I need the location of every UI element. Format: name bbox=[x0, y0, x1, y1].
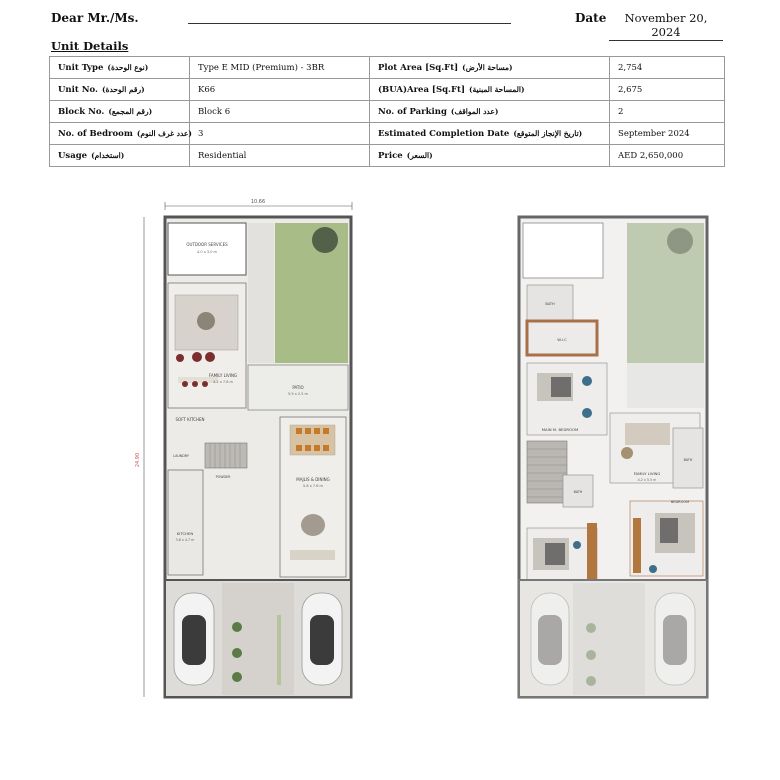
field-label: Estimated Completion Date bbox=[378, 128, 510, 139]
field-value: September 2024 bbox=[618, 128, 690, 139]
value-cell bbox=[610, 57, 725, 79]
soft-kitchen-label: SOFT KITCHEN bbox=[175, 417, 205, 422]
label-cell bbox=[370, 145, 610, 167]
label-cell bbox=[50, 57, 190, 79]
label-cell bbox=[50, 145, 190, 167]
powder-label: POWDER bbox=[215, 475, 231, 479]
ground-floor-plan bbox=[130, 195, 370, 705]
palm-tree-icon bbox=[667, 228, 693, 254]
field-value: K66 bbox=[198, 84, 216, 95]
laundry-label: LAUNDRY bbox=[173, 454, 189, 458]
height-dimension: 24.90 bbox=[135, 452, 141, 468]
field-label-ar: (رقم الوحدة) bbox=[101, 84, 145, 94]
section-title: Unit Details bbox=[51, 39, 129, 53]
car-icon bbox=[174, 593, 214, 685]
value-cell bbox=[190, 101, 370, 123]
value-cell bbox=[190, 57, 370, 79]
field-label-ar: (السعر) bbox=[406, 150, 433, 160]
label-cell bbox=[50, 123, 190, 145]
svg-text:5.9 x 2.5 m: 5.9 x 2.5 m bbox=[288, 392, 308, 396]
value-cell bbox=[610, 79, 725, 101]
svg-text:4.2 x 7.8 m: 4.2 x 7.8 m bbox=[213, 380, 233, 384]
value-cell bbox=[610, 123, 725, 145]
label-cell bbox=[370, 57, 610, 79]
value-cell bbox=[190, 79, 370, 101]
field-label-ar: (المساحة المبنية) bbox=[468, 84, 525, 94]
svg-text:BATH: BATH bbox=[573, 490, 583, 494]
field-label: Unit Type bbox=[58, 62, 104, 73]
svg-text:3.6 x 4.7 m: 3.6 x 4.7 m bbox=[175, 538, 195, 542]
label-cell bbox=[50, 101, 190, 123]
value-cell bbox=[610, 101, 725, 123]
date-value: November 20, 2024 bbox=[609, 11, 723, 41]
field-label-ar: (رقم المجمع) bbox=[108, 106, 153, 116]
label-cell bbox=[370, 123, 610, 145]
field-label: Price bbox=[378, 150, 403, 161]
patio-label: PATIO bbox=[292, 385, 304, 390]
field-value: 3 bbox=[198, 128, 204, 139]
field-value: 2,675 bbox=[618, 84, 643, 95]
wic-label: W.I.C bbox=[557, 337, 567, 342]
field-label: No. of Parking bbox=[378, 106, 447, 117]
details-row bbox=[50, 101, 725, 123]
field-label: No. of Bedroom bbox=[58, 128, 133, 139]
field-value: Block 6 bbox=[198, 106, 231, 117]
label-cell bbox=[370, 101, 610, 123]
field-label-ar: (استخدام) bbox=[91, 150, 125, 160]
svg-text:BATH: BATH bbox=[683, 458, 693, 462]
field-label-ar: (تاريخ الإنجاز المتوقع) bbox=[513, 128, 583, 138]
details-row bbox=[50, 79, 725, 101]
salutation: Dear Mr./Ms. bbox=[51, 11, 139, 25]
car-icon bbox=[531, 593, 569, 685]
family-living-label: FAMILY LIVING bbox=[208, 373, 238, 378]
field-value: 2,754 bbox=[618, 62, 643, 73]
svg-text:4.2 x 5.5 m: 4.2 x 5.5 m bbox=[637, 478, 657, 482]
field-label: Unit No. bbox=[58, 84, 98, 95]
field-value: Type E MID (Premium) - 3BR bbox=[198, 62, 325, 73]
date-label: Date bbox=[575, 11, 607, 25]
label-cell bbox=[50, 79, 190, 101]
details-row bbox=[50, 123, 725, 145]
field-label: Usage bbox=[58, 150, 88, 161]
svg-text:5.8 x 7.6 m: 5.8 x 7.6 m bbox=[303, 484, 323, 488]
details-row bbox=[50, 57, 725, 79]
outdoor-label: OUTDOOR SERVICES bbox=[186, 242, 228, 247]
family-living-label-ff: FAMILY LIVING bbox=[633, 471, 661, 476]
value-cell bbox=[190, 145, 370, 167]
palm-tree-icon bbox=[312, 227, 338, 253]
majlis-dining-label: MAJLIS & DINING bbox=[296, 477, 330, 482]
field-label: Plot Area [Sq.Ft] bbox=[378, 62, 459, 73]
bath-label: BATH bbox=[545, 302, 555, 306]
field-value: 2 bbox=[618, 106, 624, 117]
value-cell bbox=[610, 145, 725, 167]
bedroom-right-label: BEDROOM bbox=[670, 500, 690, 504]
field-label-ar: (نوع الوحدة) bbox=[107, 62, 149, 72]
field-label-ar: (مساحة الأرض) bbox=[462, 62, 513, 72]
svg-text:4.0 x 3.0 m: 4.0 x 3.0 m bbox=[197, 250, 217, 254]
car-icon bbox=[655, 593, 695, 685]
field-value: Residential bbox=[198, 150, 247, 161]
first-floor-plan bbox=[515, 213, 715, 705]
label-cell bbox=[370, 79, 610, 101]
main-bedroom-label: MAIN M. BEDROOM bbox=[541, 427, 579, 432]
unit-details-table bbox=[49, 56, 725, 167]
field-value: AED 2,650,000 bbox=[618, 150, 684, 161]
car-icon bbox=[302, 593, 342, 685]
width-dimension: 10.66 bbox=[250, 199, 266, 205]
field-label: Block No. bbox=[58, 106, 105, 117]
name-line bbox=[188, 23, 511, 24]
field-label-ar: (عدد غرف النوم) bbox=[136, 128, 192, 138]
field-label: (BUA)Area [Sq.Ft] bbox=[378, 84, 465, 95]
kitchen-label: KITCHEN bbox=[176, 531, 194, 536]
value-cell bbox=[190, 123, 370, 145]
details-row bbox=[50, 145, 725, 167]
field-label-ar: (عدد المواقف) bbox=[450, 106, 499, 116]
